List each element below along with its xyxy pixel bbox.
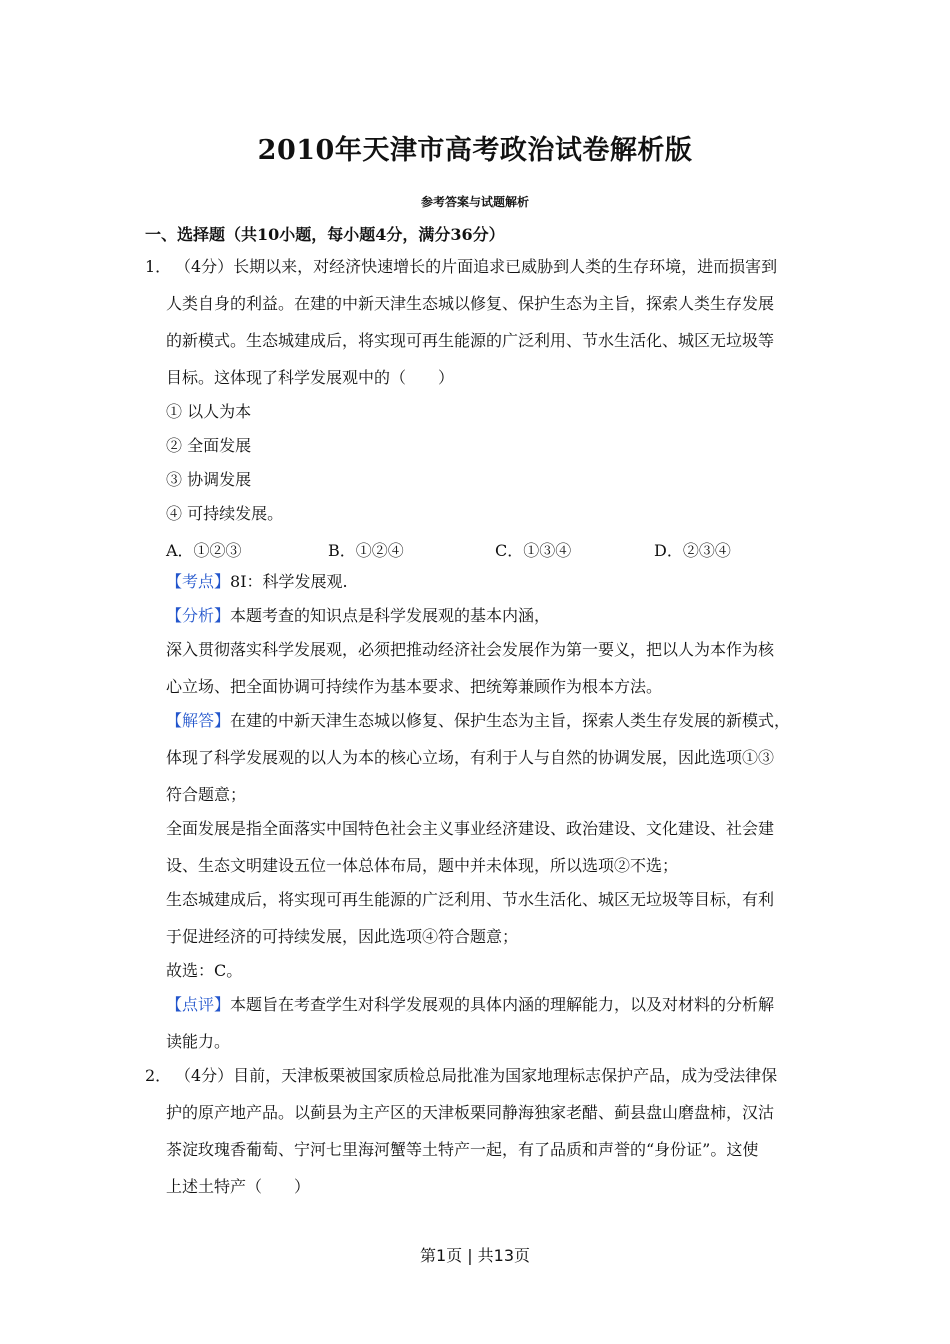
answer-option-b: B．①②④ bbox=[328, 541, 404, 560]
jieda-tag: 【解答】 bbox=[166, 711, 231, 730]
document-title: 2010年天津市高考政治试卷解析版 bbox=[257, 135, 693, 166]
statement-item: ① 以人为本 bbox=[166, 402, 252, 421]
answer-option-c: C．①③④ bbox=[495, 541, 572, 560]
dianping-tag: 【点评】 bbox=[166, 995, 231, 1014]
dianping-text: 本题旨在考查学生对科学发展观的具体内涵的理解能力，以及对材料的分析解 bbox=[230, 995, 775, 1014]
question-stem-line: （4分）长期以来，对经济快速增长的片面追求已威胁到人类的生存环境，进而损害到 bbox=[175, 257, 778, 276]
statement-item: ④ 可持续发展。 bbox=[166, 504, 284, 523]
kaodian-block bbox=[166, 572, 348, 592]
fenxi-block bbox=[166, 606, 550, 626]
question-stem-line: 的新模式。生态城建成后，将实现可再生能源的广泛利用、节水生活化、城区无垃圾等 bbox=[166, 331, 775, 350]
page-footer: 第1页 | 共13页 bbox=[419, 1246, 531, 1265]
answer-option-d: D．②③④ bbox=[654, 541, 731, 560]
answer-option-a: A．①②③ bbox=[166, 541, 242, 560]
jieda-line: 于促进经济的可持续发展，因此选项④符合题意； bbox=[166, 927, 519, 946]
statement-item: ③ 协调发展 bbox=[166, 470, 252, 489]
question-stem-line: 茶淀玫瑰香葡萄、宁河七里海河蟹等土特产一起，有了品质和声誉的“身份证”。这使 bbox=[166, 1140, 759, 1159]
kaodian-text: 8I：科学发展观. bbox=[230, 572, 348, 591]
jieda-line: 故选：C。 bbox=[166, 961, 243, 980]
jieda-line: 全面发展是指全面落实中国特色社会主义事业经济建设、政治建设、文化建设、社会建 bbox=[166, 819, 775, 838]
dianping-line: 读能力。 bbox=[166, 1032, 231, 1051]
jieda-line: 设、生态文明建设五位一体总体布局，题中并未体现，所以选项②不选； bbox=[166, 856, 679, 875]
question-stem-line: 上述土特产（ ） bbox=[166, 1177, 311, 1196]
fenxi-line: 心立场、把全面协调可持续作为基本要求、把统筹兼顾作为根本方法。 bbox=[166, 677, 663, 696]
question-stem-line: 目标。这体现了科学发展观中的（ ） bbox=[166, 368, 455, 387]
jieda-line: 体现了科学发展观的以人为本的核心立场，有利于人与自然的协调发展，因此选项①③ bbox=[166, 748, 775, 767]
jieda-block bbox=[166, 711, 790, 731]
document-subtitle: 参考答案与试题解析 bbox=[420, 195, 529, 209]
question-stem-line: 护的原产地产品。以蓟县为主产区的天津板栗同静海独家老醋、蓟县盘山磨盘柿，汉沽 bbox=[166, 1103, 775, 1122]
question-number: 2． bbox=[145, 1066, 172, 1085]
fenxi-tag: 【分析】 bbox=[166, 606, 231, 625]
question-number: 1． bbox=[145, 257, 172, 276]
question-stem-line: （4分）目前，天津板栗被国家质检总局批准为国家地理标志保护产品，成为受法律保 bbox=[175, 1066, 778, 1085]
jieda-line: 生态城建成后，将实现可再生能源的广泛利用、节水生活化、城区无垃圾等目标，有利 bbox=[166, 890, 775, 909]
jieda-text: 在建的中新天津生态城以修复、保护生态为主旨，探索人类生存发展的新模式， bbox=[230, 711, 791, 730]
question-stem-line: 人类自身的利益。在建的中新天津生态城以修复、保护生态为主旨，探索人类生存发展 bbox=[166, 294, 775, 313]
fenxi-text: 本题考查的知识点是科学发展观的基本内涵， bbox=[230, 606, 551, 625]
fenxi-line: 深入贯彻落实科学发展观，必须把推动经济社会发展作为第一要义，把以人为本作为核 bbox=[166, 640, 775, 659]
section-heading: 一、选择题（共10小题，每小题4分，满分36分） bbox=[145, 225, 505, 244]
dianping-block bbox=[166, 995, 774, 1015]
jieda-line: 符合题意； bbox=[166, 785, 247, 804]
statement-item: ② 全面发展 bbox=[166, 436, 252, 455]
kaodian-tag: 【考点】 bbox=[166, 572, 231, 591]
